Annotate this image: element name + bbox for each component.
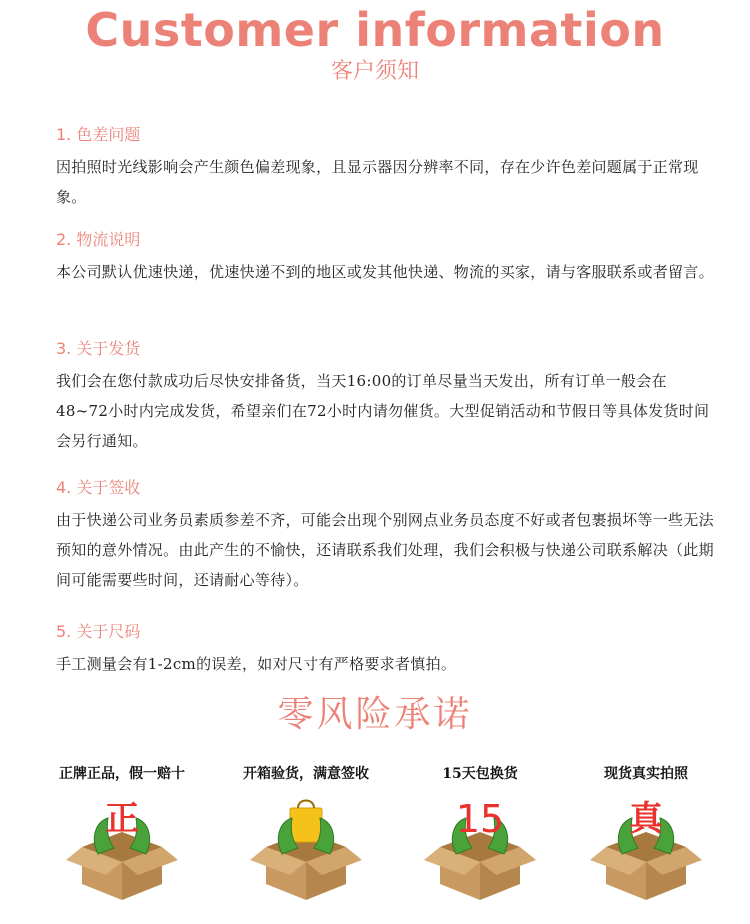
section-logistics (56, 229, 716, 287)
section-color-difference (56, 124, 716, 212)
guarantee-label: 开箱验货，满意签收 (243, 766, 369, 782)
page-title: Customer information (85, 3, 665, 57)
zero-risk-promise-title: 零风险承诺 (277, 694, 473, 735)
real-photo-box-icon (586, 792, 706, 902)
section-body: 因拍照时光线影响会产生颜色偏差现象，且显示器因分辨率不同，存在少许色差问题属于正常现象。 (56, 158, 699, 206)
section-heading: 1. 色差问题 (56, 125, 141, 144)
section-sizing (56, 621, 716, 679)
guarantee-exchange (400, 764, 560, 902)
guarantee-label: 现货真实拍照 (604, 766, 688, 782)
page-subtitle: 客户须知 (330, 59, 419, 84)
guarantee-glyph: 15 (455, 797, 505, 841)
guarantee-glyph: 正 (105, 799, 139, 839)
guarantee-real-photo (566, 764, 726, 902)
section-body: 本公司默认优速快递，优速快递不到的地区或发其他快递、物流的买家，请与客服联系或者留言。 (56, 263, 714, 281)
section-body: 我们会在您付款成功后尽快安排备货，当天16:00的订单尽量当天发出，所有订单一般会在48~72小时内完成发货，希望亲们在72小时内请勿催货。大型促销活动和节假日等具体发货时间会另行通知。 (56, 372, 710, 450)
section-body: 由于快递公司业务员素质参差不齐，可能会出现个别网点业务员态度不好或者包裹损坏等一些无法预知的意外情况。由此产生的不愉快，还请联系我们处理，我们会积极与快递公司联系解决（此期间可能需要些时间，还请耐心等待）。 (56, 511, 714, 589)
guarantee-inspect (226, 764, 386, 902)
section-receipt (56, 477, 716, 595)
section-heading: 5. 关于尺码 (56, 622, 141, 641)
section-heading: 4. 关于签收 (56, 478, 141, 497)
guarantee-genuine (42, 764, 202, 902)
genuine-box-icon (62, 792, 182, 902)
guarantee-label: 正牌正品，假一赔十 (59, 766, 185, 782)
guarantee-label: 15天包换货 (442, 766, 518, 782)
section-shipping (56, 338, 716, 456)
section-body: 手工测量会有1-2cm的误差，如对尺寸有严格要求者慎拍。 (56, 655, 457, 673)
shopping-bag-box-icon (246, 792, 366, 902)
guarantee-glyph: 真 (629, 799, 663, 839)
section-heading: 3. 关于发货 (56, 339, 141, 358)
fifteen-days-box-icon (420, 792, 540, 902)
section-heading: 2. 物流说明 (56, 230, 141, 249)
